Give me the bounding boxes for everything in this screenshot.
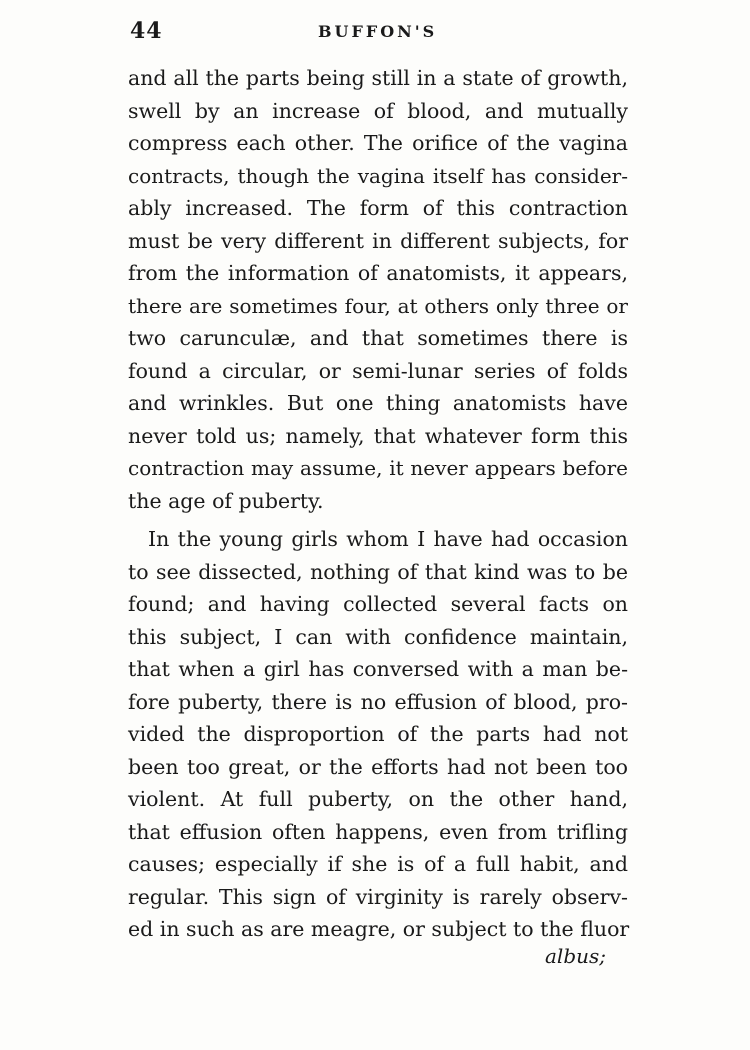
text-line: must be very different in different subjects, for [128, 228, 628, 253]
text-line: the age of puberty. [128, 488, 324, 513]
text-line: compress each other. The orifice of the vagina [128, 131, 628, 155]
text-line: never told us; namely, that whatever form this [128, 423, 628, 448]
page-number: 44 [130, 18, 163, 44]
catchword: albus; [545, 944, 607, 968]
text-line: contracts, though the vagina itself has consider- [128, 163, 628, 188]
text-line: found a circular, or semi-lunar series of folds [128, 358, 628, 383]
page-header [130, 18, 620, 48]
body-text [128, 62, 628, 946]
text-line: been too great, or the efforts had not been too [128, 754, 628, 779]
text-line: vided the disproportion of the parts had not [128, 722, 628, 746]
text-line: and all the parts being still in a state of growth, [128, 66, 628, 90]
text-line: violent. At full puberty, on the other hand, [128, 787, 628, 811]
paragraph-2 [128, 523, 628, 946]
text-line: fore puberty, there is no effusion of blood, pro- [128, 689, 628, 714]
text-line: contraction may assume, it never appears before [128, 456, 628, 480]
text-line: from the information of anatomists, it appears, [128, 261, 628, 285]
text-line: this subject, I can with confidence maintain, [128, 624, 628, 649]
text-line: regular. This sign of virginity is rarely observ- [128, 884, 628, 909]
text-line: there are sometimes four, at others only three or [128, 293, 628, 318]
text-line: to see dissected, nothing of that kind was to be [128, 559, 628, 584]
paragraph-1 [128, 62, 628, 517]
text-line: that when a girl has conversed with a man be- [128, 657, 628, 681]
text-line: that effusion often happens, even from trifling [128, 819, 628, 844]
text-line: ably increased. The form of this contraction [128, 196, 628, 220]
text-line: causes; especially if she is of a full habit, and [128, 852, 628, 876]
running-head: BUFFON'S [318, 22, 438, 41]
text-line: and wrinkles. But one thing anatomists have [128, 391, 628, 415]
text-line: In the young girls whom I have had occasion [148, 527, 628, 551]
text-line: two carunculæ, and that sometimes there is [128, 326, 628, 350]
text-line: found; and having collected several facts on [128, 592, 628, 616]
text-line: swell by an increase of blood, and mutually [128, 98, 628, 123]
text-line: ed in such as are meagre, or subject to the fluor [128, 917, 630, 941]
